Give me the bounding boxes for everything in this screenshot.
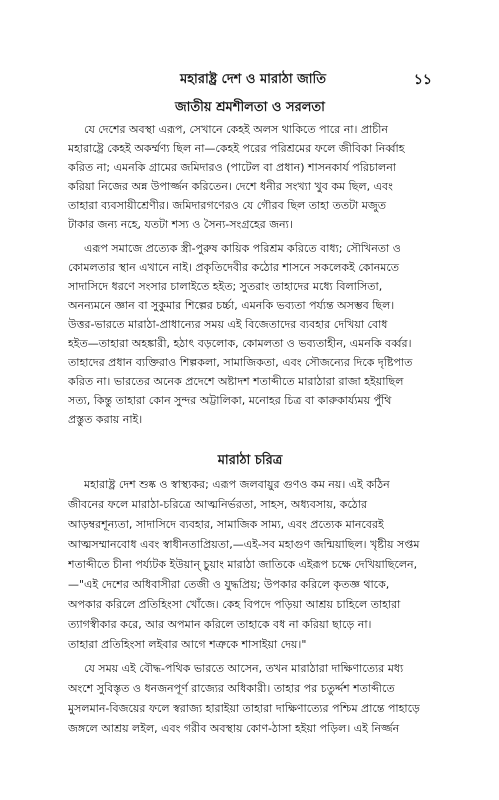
paragraph-line: করিত না। ভারতের অনেক প্রদেশে অষ্টাদশ শতাব্দীতে মারাঠারা রাজা হইয়াছিল xyxy=(68,375,404,388)
paragraph-line: তাহারা ব্যবসায়ীশ্রেণীর। জমিদারগণেরও যে গৌরব ছিল তাহা ততটা মজুত xyxy=(68,199,386,212)
paragraph-line: করিত না; এমনকি গ্রামের জমিদারও (পাটেল বা প্রধান) শাসনকার্য পরিচালনা xyxy=(68,161,396,174)
running-head xyxy=(68,72,432,88)
paragraph-line: তাহারা প্রতিহিংসা লইবার আগে শত্রুকে শাসাইয়া দেয়।" xyxy=(68,638,307,651)
section-heading-diligence: জাতীয় শ্রমশীলতা ও সরলতা xyxy=(175,100,325,115)
paragraph-line: তাহাদের প্রধান ব্যক্তিরাও শিল্পকলা, সামাজিকতা, এবং সৌজন্যের দিকে দৃষ্টিপাত xyxy=(68,356,413,369)
paragraph-line: উত্তর-ভারতে মারাঠা-প্রাধান্যের সময় এই বিজেতাদের ব্যবহার দেখিয়া বোধ xyxy=(68,318,388,331)
paragraph-line: অপকার করিলে প্রতিহিংসা খোঁজে। কেহ বিপদে পড়িয়া আশ্রয় চাহিলে তাহারা xyxy=(68,598,401,611)
paragraph-line: ত্যাগস্বীকার করে, আর অপমান করিলে তাহাকে বধ না করিয়া ছাড়ে না। xyxy=(68,618,372,631)
paragraph-line: হইত—তাহারা অহঙ্কারী, হঠাৎ বড়লোক, কোমলতা ও ভব্যতাহীন, এমনকি বর্ব্বর। xyxy=(68,337,412,350)
paragraph-line: প্রস্তুত করায় নাই। xyxy=(68,413,143,426)
paragraph-line: টাকার জন্য নহে, যতটা শস্য ও সৈন্য-সংগ্রহের জন্য। xyxy=(68,218,293,231)
running-title: মহারাষ্ট্র দেশ ও মারাঠা জাতি xyxy=(180,72,326,87)
paragraph-line: আত্মসম্মানবোধ এবং স্বাধীনতাপ্রিয়তা,—এই-সব মহাগুণ জন্মিয়াছিল। খৃষ্টীয় সপ্তম xyxy=(68,538,420,551)
paragraph-line: অংশে সুবিস্তৃত ও ধনজনপূর্ণ রাজ্যের অধিকারী। তাহার পর চতুর্দ্দশ শতাব্দীতে xyxy=(68,682,395,695)
paragraph-line: শতাব্দীতে চীনা পর্য্যটক ইউয়ান্ চুয়াং মারাঠা জাতিকে এইরূপ চক্ষে দেখিয়াছিলেন, xyxy=(68,558,418,571)
paragraph-line: আড়ম্বরশূন্যতা, সাদাসিদে ব্যবহার, সামাজিক সাম্য, এবং প্রত্যেক মানবেরই xyxy=(68,518,384,531)
section-heading-character: মারাঠা চরিত্র xyxy=(217,453,283,468)
paragraph-line: যে সময় এই বৌদ্ধ-পথিক ভারতে আসেন, তখন মারাঠারা দাক্ষিণাত্যের মধ্য xyxy=(84,662,404,675)
paragraph-line: জীবনের ফলে মারাঠা-চরিত্রে আত্মনির্ভরতা, সাহস, অধ্যবসায়, কঠোর xyxy=(68,498,367,511)
paragraph-line: করিয়া নিজের অন্ন উপার্জ্জন করিতেন। দেশে ধনীর সংখ্যা খুব কম ছিল, এবং xyxy=(68,180,393,193)
paragraph-line: সত্য, কিন্তু তাহারা কোন সুন্দর অট্টালিকা, মনোহর চিত্র বা কারুকার্য্যময় পুঁথি xyxy=(68,394,392,407)
paragraph-line: যে দেশের অবস্থা এরূপ, সেখানে কেহই অলস থাকিতে পারে না। প্রাচীন xyxy=(84,123,388,136)
paragraph-line: অনন্যমনে জ্ঞান বা সুকুমার শিল্পের চর্চ্চা, এমনকি ভব্যতা পর্য্যন্ত অসম্ভব ছিল। xyxy=(68,299,395,312)
paragraph-line: —"এই দেশের অধিবাসীরা তেজী ও যুদ্ধপ্রিয়; উপকার করিলে কৃতজ্ঞ থাকে, xyxy=(68,578,390,591)
paragraph-line: মহারাষ্ট্র দেশ শুষ্ক ও স্বাস্থ্যকর; এরূপ জলবায়ুর গুণও কম নয়। এই কঠিন xyxy=(84,478,390,491)
page-number: ১১ xyxy=(413,72,432,88)
paragraph-line: জঙ্গলে আশ্রয় লইল, এবং গরীব অবস্থায় কোণ-ঠাসা হইয়া পড়িল। এই নির্জ্জন xyxy=(68,722,400,735)
paragraph-line: এরূপ সমাজে প্রত্যেক স্ত্রী-পুরুষ কায়িক পরিশ্রম করিতে বাধ্য; সৌখিনতা ও xyxy=(84,242,401,255)
paragraph-line: কোমলতার স্থান এখানে নাই। প্রকৃতিদেবীর কঠোর শাসনে সকলেকই কোনমতে xyxy=(68,261,400,274)
paragraph-line: মুসলমান-বিজয়ের ফলে স্বরাজ্য হারাইয়া তাহারা দাক্ষিণাত্যের পশ্চিম প্রান্তে পাহাড়ে xyxy=(68,702,420,715)
paragraph-line: সাদাসিদে ধরণে সংসার চালাইতে হইত; সুতরাং তাহাদের মধ্যে বিলাসিতা, xyxy=(68,280,383,293)
paragraph-line: মহারাষ্ট্রে কেহই অকর্ম্মণ্য ছিল না—কেহই পরের পরিশ্রমের ফলে জীবিকা নির্ব্বাহ xyxy=(68,142,405,155)
